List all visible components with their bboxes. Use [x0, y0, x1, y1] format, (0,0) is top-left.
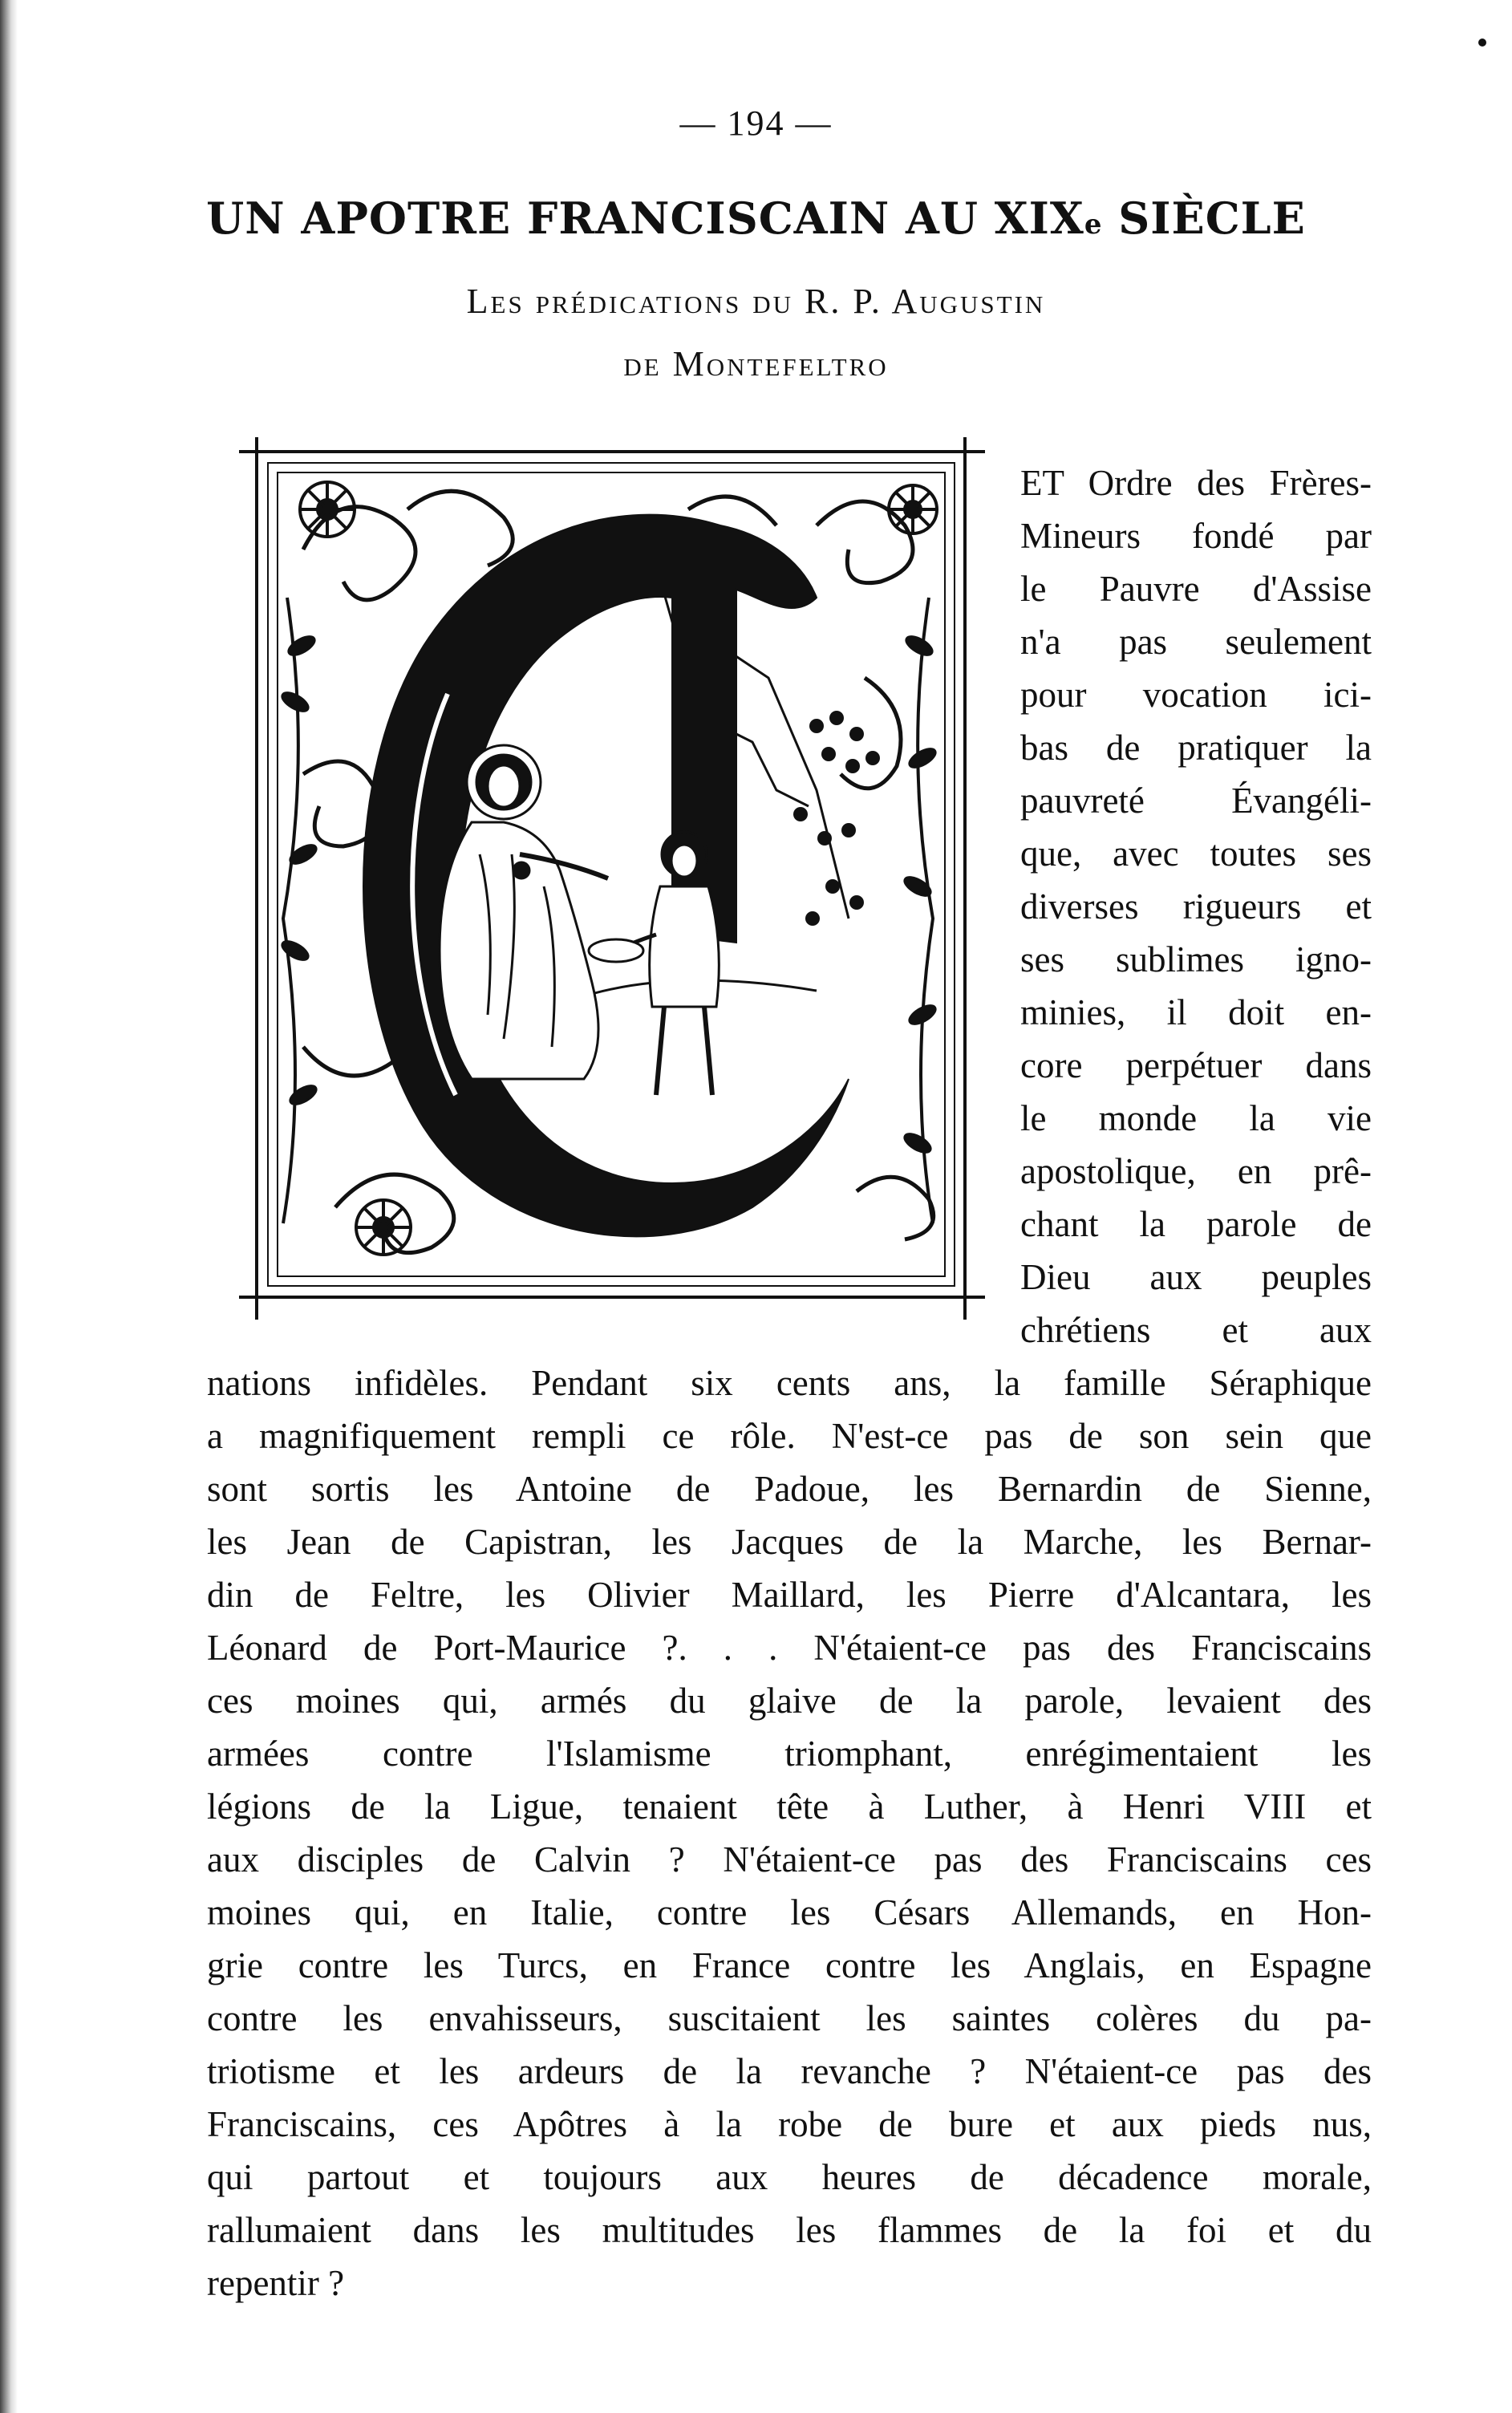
text-line: chant la parole de [1020, 1204, 1372, 1244]
text-line: bas de pratiquer la [1020, 728, 1372, 768]
text-line: pauvreté Évangéli- [1020, 781, 1372, 821]
text-line: que, avec toutes ses [1020, 833, 1372, 874]
text-line: le Pauvre d'Assise [1020, 569, 1372, 609]
text-line: diverses rigueurs et [1020, 886, 1372, 927]
text-line: légions de la Ligue, tenaient tête à Luther, à Henri VIII et [207, 1786, 1372, 1827]
text-line: repentir ? [207, 2263, 345, 2303]
page-number: — 194 — [679, 103, 833, 143]
ink-speck [1478, 39, 1486, 47]
text-line: grie contre les Turcs, en France contre les Anglais, en Espagne [207, 1945, 1372, 1985]
text-line: les Jean de Capistran, les Jacques de la Marche, les Bernar- [207, 1522, 1372, 1562]
text-line: triotisme et les ardeurs de la revanche ? N'étaient-ce pas des [207, 2051, 1372, 2091]
text-line: Léonard de Port-Maurice ?. . . N'étaient-ce pas des Franciscains [207, 1628, 1372, 1668]
text-line: a magnifiquement rempli ce rôle. N'est-ce pas de son sein que [207, 1416, 1372, 1456]
text-line: contre les envahisseurs, suscitaient les saintes colères du pa- [207, 1998, 1372, 2038]
chapter-title-end: SIÈCLE [1102, 193, 1306, 244]
text-line: ses sublimes igno- [1020, 939, 1372, 979]
illuminated-initial-c-icon [239, 437, 985, 1320]
text-line: pour vocation ici- [1020, 675, 1372, 715]
text-line: Mineurs fondé par [1020, 516, 1372, 556]
text-line: le monde la vie [1020, 1098, 1372, 1138]
text-line: core perpétuer dans [1020, 1045, 1372, 1085]
text-line: chrétiens et aux [1020, 1310, 1372, 1350]
text-line: qui partout et toujours aux heures de décadence morale, [207, 2157, 1372, 2197]
text-line: aux disciples de Calvin ? N'étaient-ce pas des Franciscains ces [207, 1839, 1372, 1880]
text-line: Franciscains, ces Apôtres à la robe de bure et aux pieds nus, [207, 2104, 1372, 2144]
subtitle-line-1: Les prédications du R. P. Augustin [466, 282, 1046, 321]
text-line: armées contre l'Islamisme triomphant, enrégimentaient les [207, 1734, 1372, 1774]
text-line: nations infidèles. Pendant six cents ans, la famille Séraphique [207, 1363, 1372, 1403]
subtitle-line-2: de Montefeltro [623, 344, 889, 383]
text-line: minies, il doit en- [1020, 992, 1372, 1032]
text-line: moines qui, en Italie, contre les Césars Allemands, en Hon- [207, 1892, 1372, 1932]
text-line: n'a pas seulement [1020, 622, 1372, 662]
text-line: ces moines qui, armés du glaive de la parole, levaient des [207, 1681, 1372, 1721]
text-line: apostolique, en prê- [1020, 1151, 1372, 1191]
text-line: ET Ordre des Frères- [1020, 463, 1372, 503]
text-line: sont sortis les Antoine de Padoue, les Bernardin de Sienne, [207, 1469, 1372, 1509]
chapter-title-superscript: e [1084, 209, 1103, 241]
chapter-title-main: UN APOTRE FRANCISCAIN AU XIX [206, 193, 1084, 244]
text-line: Dieu aux peuples [1020, 1257, 1372, 1297]
chapter-title [0, 193, 1512, 244]
text-line: din de Feltre, les Olivier Maillard, les Pierre d'Alcantara, les [207, 1575, 1372, 1615]
text-line: rallumaient dans les multitudes les flammes de la foi et du [207, 2210, 1372, 2250]
